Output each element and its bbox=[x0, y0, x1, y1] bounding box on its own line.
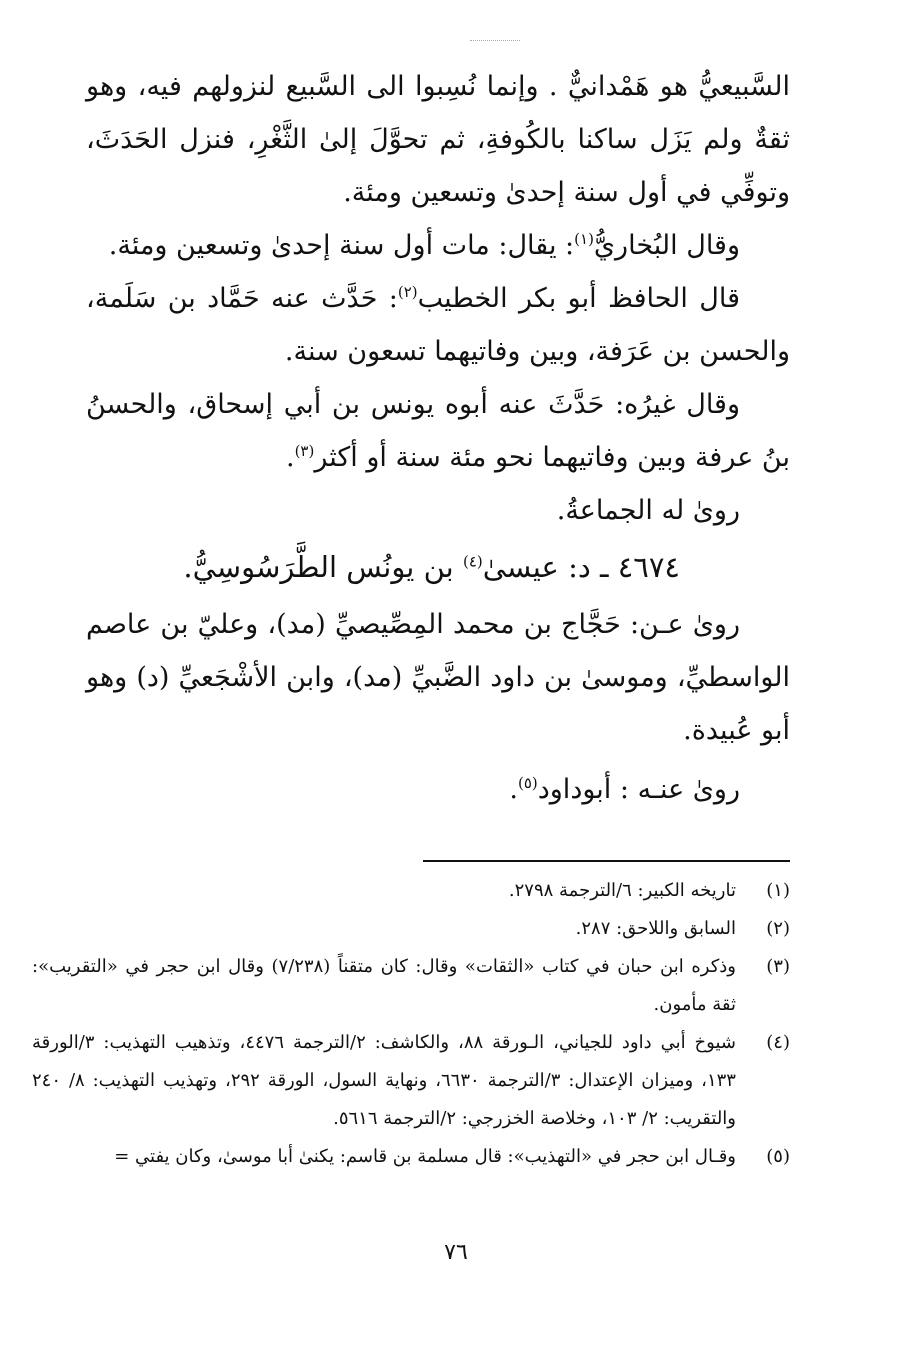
main-text bbox=[86, 60, 790, 816]
footnote-number: (١) bbox=[766, 880, 790, 901]
page-number: ٧٦ bbox=[444, 1240, 468, 1265]
footnote-ref-3: (٣) bbox=[294, 442, 315, 460]
footnote-separator bbox=[423, 860, 790, 862]
footnote-ref-4: (٤) bbox=[462, 552, 483, 571]
paragraph-7: روىٰ عنـه : أبوداود$^{(٥)}$. bbox=[509, 774, 740, 805]
paragraph-3: قال الحافظ أبو بكر الخطيب$^{(٢)}$: حَدَّث عنه حَمَّاد بن سَلَمة، والحسن بن عَرَفة، وبين وفاتيهما تسعون سنة. bbox=[86, 283, 790, 367]
paragraph-4: وقال غيرُه: حَدَّثَ عنه أبوه يونس بن أبي إسحاق، والحسنُ بنُ عرفة وبين وفاتيهما نحو مئة سنة أو أكثر$^{(٣)}$. bbox=[86, 389, 790, 473]
footnote-text: شيوخ أبي داود للجياني، الـورقة ٨٨، والكاشف: ٢/الترجمة ٤٤٧٦، وتذهيب التهذيب: ٣/الورقة ١٣٣، وميزان الإعتدال: ٣/الترجمة ٦٦٣٠، ونهاية السول، الورقة ٢٩٢، وتهذيب التهذيب: ٨/ ٢٤٠ والتقريب: ٢/ ١٠٣، وخلاصة الخزرجي: ٢/الترجمة ٥٦١٦. bbox=[32, 1032, 736, 1129]
footnote-number: (٥) bbox=[766, 1146, 790, 1167]
footnote-ref-1: (١) bbox=[574, 230, 594, 248]
footnote-1 bbox=[32, 872, 790, 910]
footnote-text: وقـال ابن حجر في «التهذيب»: قال مسلمة بن قاسم: يكنىٰ أبا موسىٰ، وكان يفتي = bbox=[114, 1146, 736, 1167]
footnote-number: (٣) bbox=[766, 956, 790, 977]
footnotes bbox=[32, 872, 790, 1176]
paragraph-1: السَّبيعيُّ هو هَمْدانيٌّ . وإنما نُسِبوا الى السَّبيع لنزولهم فيه، وهو ثقةٌ ولم يَزَل ساكنا بالكُوفةِ، ثم تحوَّلَ إلىٰ الثَّغْرِ، فنزل الحَدَثَ، وتوفِّي في أول سنة إحدىٰ وتسعين ومئة. bbox=[86, 71, 790, 208]
paragraph-6: روىٰ عـن: حَجَّاج بن محمد المِصِّيصيِّ (مد)، وعليّ بن عاصم الواسطيِّ، وموسىٰ بن داود الضَّبيِّ (مد)، وابن الأشْجَعيِّ (د) وهو أبو عُبيدة. bbox=[86, 609, 790, 746]
paragraph-2: وقال البُخاريُّ$^{(١)}$: يقال: مات أول سنة إحدىٰ وتسعين ومئة. bbox=[108, 230, 740, 261]
footnote-number: (٢) bbox=[766, 918, 790, 939]
footnote-ref-2: (٢) bbox=[397, 283, 418, 301]
footnote-2 bbox=[32, 910, 790, 948]
footnote-text: تاريخه الكبير: ٦/الترجمة ٢٧٩٨. bbox=[508, 880, 736, 901]
footnote-text: وذكره ابن حبان في كتاب «الثقات» وقال: كان متقناً (٧/٢٣٨) وقال ابن حجر في «التقريب»: ثقة مأمون. bbox=[32, 956, 736, 1015]
paragraph-5: روىٰ له الجماعةُ. bbox=[556, 495, 740, 526]
footnote-5 bbox=[32, 1138, 790, 1176]
footnote-4 bbox=[32, 1024, 790, 1138]
top-dotted-mark bbox=[470, 40, 520, 41]
footnote-ref-5: (٥) bbox=[517, 774, 538, 792]
footnote-number: (٤) bbox=[766, 1032, 790, 1053]
footnote-text: السابق واللاحق: ٢٨٧. bbox=[575, 918, 736, 939]
footnote-3 bbox=[32, 948, 790, 1024]
entry-heading: ٤٦٧٤ ـ د: عيسىٰ$^{(٤)}$ بن يونُس الطَّرَسُوسِيُّ. bbox=[183, 550, 680, 584]
